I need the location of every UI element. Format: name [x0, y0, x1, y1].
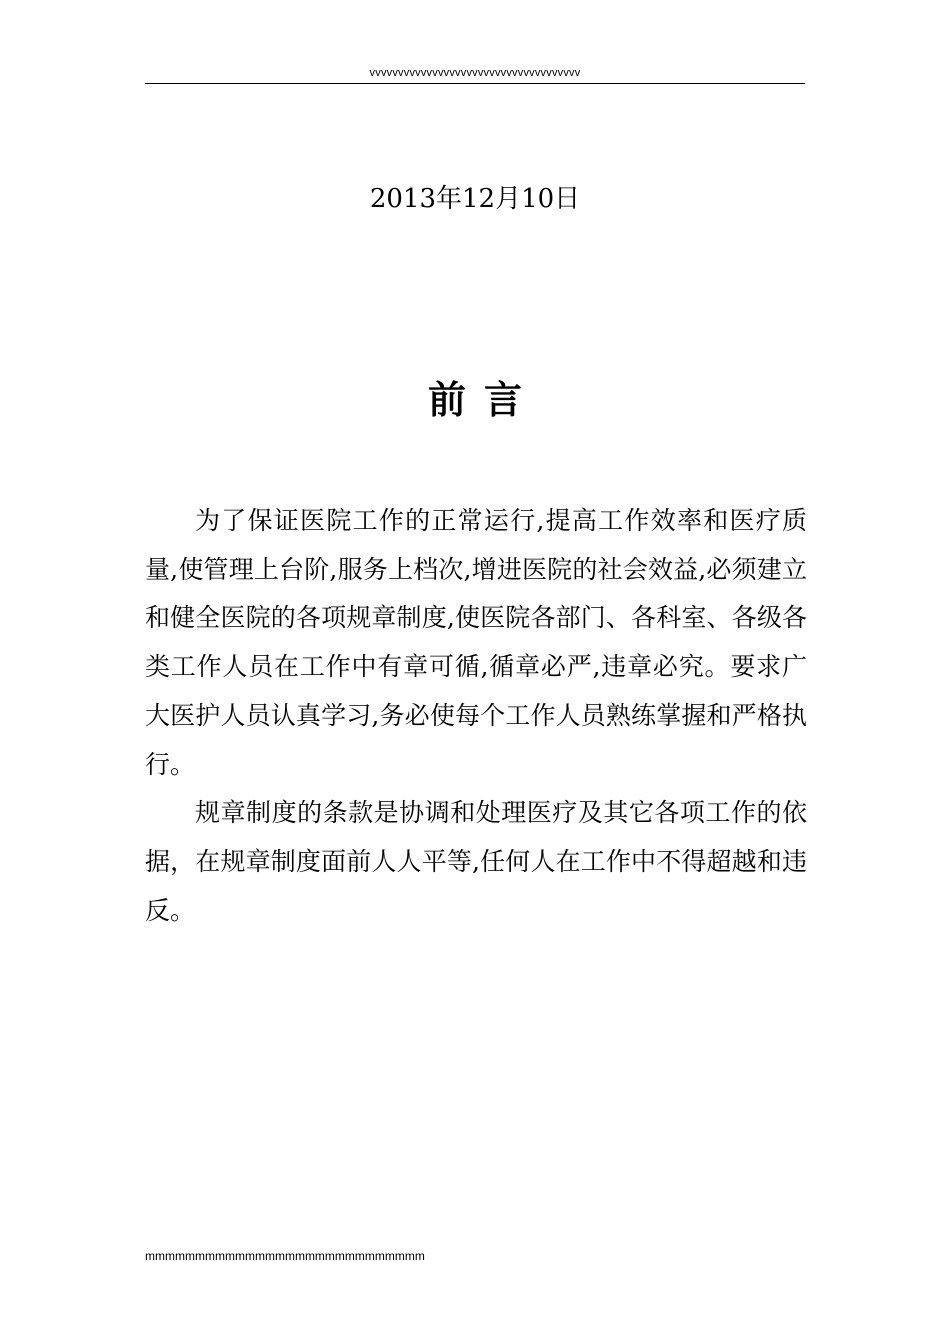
body-paragraph-1: 为了保证医院工作的正常运行,提高工作效率和医疗质量,使管理上台阶,服务上档次,增进医院的社会效益,必须建立和健全医院的各项规章制度,使医院各部门、各科室、各级各类工作人员在工作中有章可循,循章必严,违章必究。要求广大医护人员认真学习,务必使每个工作人员熟练掌握和严格执行。 [145, 506, 807, 779]
page-footer-text: mmmmmmmmmmmmmmmmmmmmmmmmmmmm [145, 1249, 425, 1263]
document-title: 前言 [427, 377, 540, 422]
document-date: 2013年12月10日 [369, 184, 581, 214]
body-paragraph-2: 规章制度的条款是协调和处理医疗及其它各项工作的依据，在规章制度面前人人平等,任何人在工作中不得超越和违反。 [145, 798, 807, 925]
document-body [145, 497, 807, 935]
page-header-text: vvvvvvvvvvvvvvvvvvvvvvvvvvvvvvvvvvvvv [369, 67, 581, 79]
header-divider [145, 83, 805, 84]
